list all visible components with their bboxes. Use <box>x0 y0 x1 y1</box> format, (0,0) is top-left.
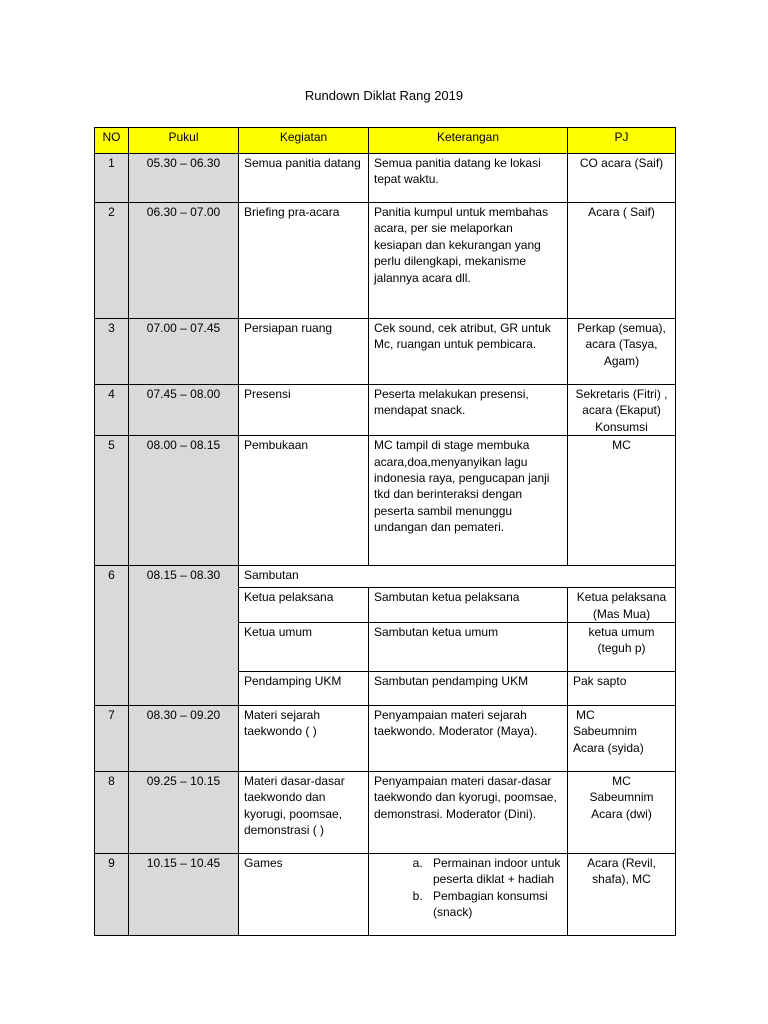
row-pj: Acara (Revil, shafa), MC <box>568 854 676 936</box>
row-time: 10.15 – 10.45 <box>129 854 239 936</box>
row-pj: Perkap (semua), acara (Tasya, Agam) <box>568 319 676 385</box>
pj-line: Sabeumnim <box>589 790 654 805</box>
row-no: 1 <box>95 154 129 203</box>
row-description: Penyampaian materi dasar-dasar taekwondo dan kyorugi, poomsae, demonstrasi. Moderator (Dini). <box>369 772 568 854</box>
row-description: Penyampaian materi sejarah taekwondo. Moderator (Maya). <box>369 706 568 772</box>
table-header-row <box>95 128 676 154</box>
row-pj: Acara ( Saif) <box>568 203 676 319</box>
row-no: 4 <box>95 385 129 436</box>
row-no: 9 <box>95 854 129 936</box>
row-description <box>369 854 568 936</box>
pj-line: Acara (syida) <box>573 740 644 755</box>
row-pj <box>568 706 676 772</box>
table-row <box>95 203 676 319</box>
row-activity: Presensi <box>239 385 369 436</box>
row-description: Sambutan ketua pelaksana <box>369 588 568 623</box>
row-activity: Ketua pelaksana <box>239 588 369 623</box>
header-kegiatan: Kegiatan <box>239 128 369 154</box>
list-item: a. Permainan indoor untuk peserta diklat + hadiah <box>426 855 562 888</box>
row-time: 08.30 – 09.20 <box>129 706 239 772</box>
row-time: 09.25 – 10.15 <box>129 772 239 854</box>
row-no: 8 <box>95 772 129 854</box>
description-list <box>374 855 562 921</box>
row-pj: Sekretaris (Fitri) , acara (Ekaput) Konsumsi <box>568 385 676 436</box>
row-time: 07.45 – 08.00 <box>129 385 239 436</box>
row-description: Sambutan pendamping UKM <box>369 672 568 706</box>
row-description: Panitia kumpul untuk membahas acara, per sie melaporkan kesiapan dan kekurangan yang perlu dilengkapi, mekanisme jalannya acara dll. <box>369 203 568 319</box>
row-activity: Persiapan ruang <box>239 319 369 385</box>
list-item: b. Pembagian konsumsi (snack) <box>426 888 562 921</box>
row-activity: Ketua umum <box>239 623 369 672</box>
pj-line: MC <box>612 774 631 789</box>
row-time: 07.00 – 07.45 <box>129 319 239 385</box>
pj-line: Sabeumnim <box>573 724 638 739</box>
header-pukul: Pukul <box>129 128 239 154</box>
table-row <box>95 706 676 772</box>
table-row <box>95 566 676 588</box>
row-no: 2 <box>95 203 129 319</box>
table-row <box>95 436 676 566</box>
header-keterangan: Keterangan <box>369 128 568 154</box>
row-time: 05.30 – 06.30 <box>129 154 239 203</box>
row-activity: Materi sejarah taekwondo ( ) <box>239 706 369 772</box>
row-activity: Sambutan <box>239 566 676 588</box>
row-pj: Pak sapto <box>568 672 676 706</box>
row-time: 08.00 – 08.15 <box>129 436 239 566</box>
header-no: NO <box>95 128 129 154</box>
row-description: MC tampil di stage membuka acara,doa,menyanyikan lagu indonesia raya, pengucapan janji tkd dan berinteraksi dengan peserta sambil menunggu undangan dan pemateri. <box>369 436 568 566</box>
table-row <box>95 854 676 936</box>
pj-line: MC <box>576 708 595 723</box>
row-description: Peserta melakukan presensi, mendapat snack. <box>369 385 568 436</box>
table-row <box>95 154 676 203</box>
row-time: 06.30 – 07.00 <box>129 203 239 319</box>
row-activity: Pendamping UKM <box>239 672 369 706</box>
table-row <box>95 772 676 854</box>
table-row <box>95 385 676 436</box>
row-pj: ketua umum (teguh p) <box>568 623 676 672</box>
rundown-table <box>94 127 676 936</box>
row-activity: Games <box>239 854 369 936</box>
row-description: Semua panitia datang ke lokasi tepat waktu. <box>369 154 568 203</box>
row-no: 6 <box>95 566 129 706</box>
row-time: 08.15 – 08.30 <box>129 566 239 706</box>
header-pj: PJ <box>568 128 676 154</box>
document-title: Rundown Diklat Rang 2019 <box>304 88 464 103</box>
table-row <box>95 319 676 385</box>
row-description: Sambutan ketua umum <box>369 623 568 672</box>
row-no: 5 <box>95 436 129 566</box>
row-no: 7 <box>95 706 129 772</box>
row-activity: Semua panitia datang <box>239 154 369 203</box>
row-pj: CO acara (Saif) <box>568 154 676 203</box>
row-activity: Pembukaan <box>239 436 369 566</box>
row-description: Cek sound, cek atribut, GR untuk Mc, ruangan untuk pembicara. <box>369 319 568 385</box>
row-pj: Ketua pelaksana (Mas Mua) <box>568 588 676 623</box>
row-pj <box>568 772 676 854</box>
row-activity: Briefing pra-acara <box>239 203 369 319</box>
row-pj: MC <box>568 436 676 566</box>
row-activity: Materi dasar-dasar taekwondo dan kyorugi, poomsae, demonstrasi ( ) <box>239 772 369 854</box>
pj-line: Acara (dwi) <box>591 806 652 821</box>
row-no: 3 <box>95 319 129 385</box>
